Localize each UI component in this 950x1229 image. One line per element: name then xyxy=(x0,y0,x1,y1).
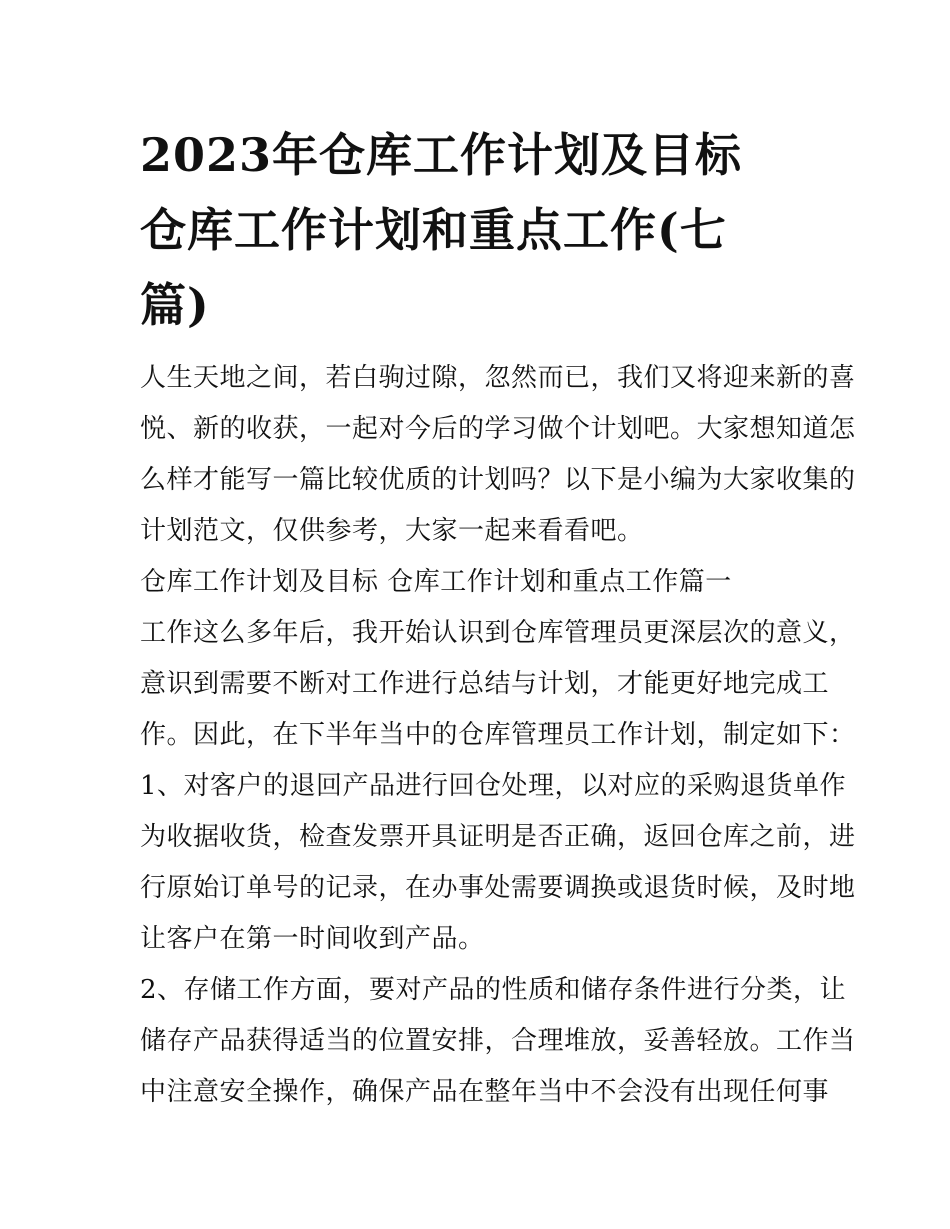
body-line: 为收据收货，检查发票开具证明是否正确，返回仓库之前，进 xyxy=(140,822,856,852)
body-line: 1、对客户的退回产品进行回仓处理，以对应的采购退货单作 xyxy=(140,771,847,801)
body-line: 意识到需要不断对工作进行总结与计划，才能更好地完成工 xyxy=(140,669,830,699)
body-line: 人生天地之间，若白驹过隙，忽然而已，我们又将迎来新的喜 xyxy=(140,363,856,393)
body-line: 计划范文，仅供参考，大家一起来看看吧。 xyxy=(140,516,644,546)
body-line: 么样才能写一篇比较优质的计划吗？以下是小编为大家收集的 xyxy=(140,465,856,495)
body-line: 让客户在第一时间收到产品。 xyxy=(140,924,485,954)
document-body xyxy=(140,353,856,1118)
body-line: 储存产品获得适当的位置安排，合理堆放，妥善轻放。工作当 xyxy=(140,1026,856,1056)
body-line: 中注意安全操作，确保产品在整年当中不会没有出现任何事 xyxy=(140,1077,830,1107)
body-line: 作。因此，在下半年当中的仓库管理员工作计划，制定如下： xyxy=(140,720,856,750)
body-line: 工作这么多年后，我开始认识到仓库管理员更深层次的意义， xyxy=(140,618,856,648)
document-title xyxy=(140,118,820,343)
section-heading: 仓库工作计划及目标 仓库工作计划和重点工作篇一 xyxy=(140,567,732,597)
title-line: 篇) xyxy=(140,278,210,332)
document-page xyxy=(140,118,856,1118)
body-line: 行原始订单号的记录，在办事处需要调换或退货时候，及时地 xyxy=(140,873,856,903)
body-line: 悦、新的收获，一起对今后的学习做个计划吧。大家想知道怎 xyxy=(140,414,856,444)
title-line: 仓库工作计划和重点工作(七 xyxy=(140,203,727,257)
body-line: 2、存储工作方面，要对产品的性质和储存条件进行分类，让 xyxy=(140,975,847,1005)
title-line: 2023年仓库工作计划及目标 xyxy=(140,128,743,182)
